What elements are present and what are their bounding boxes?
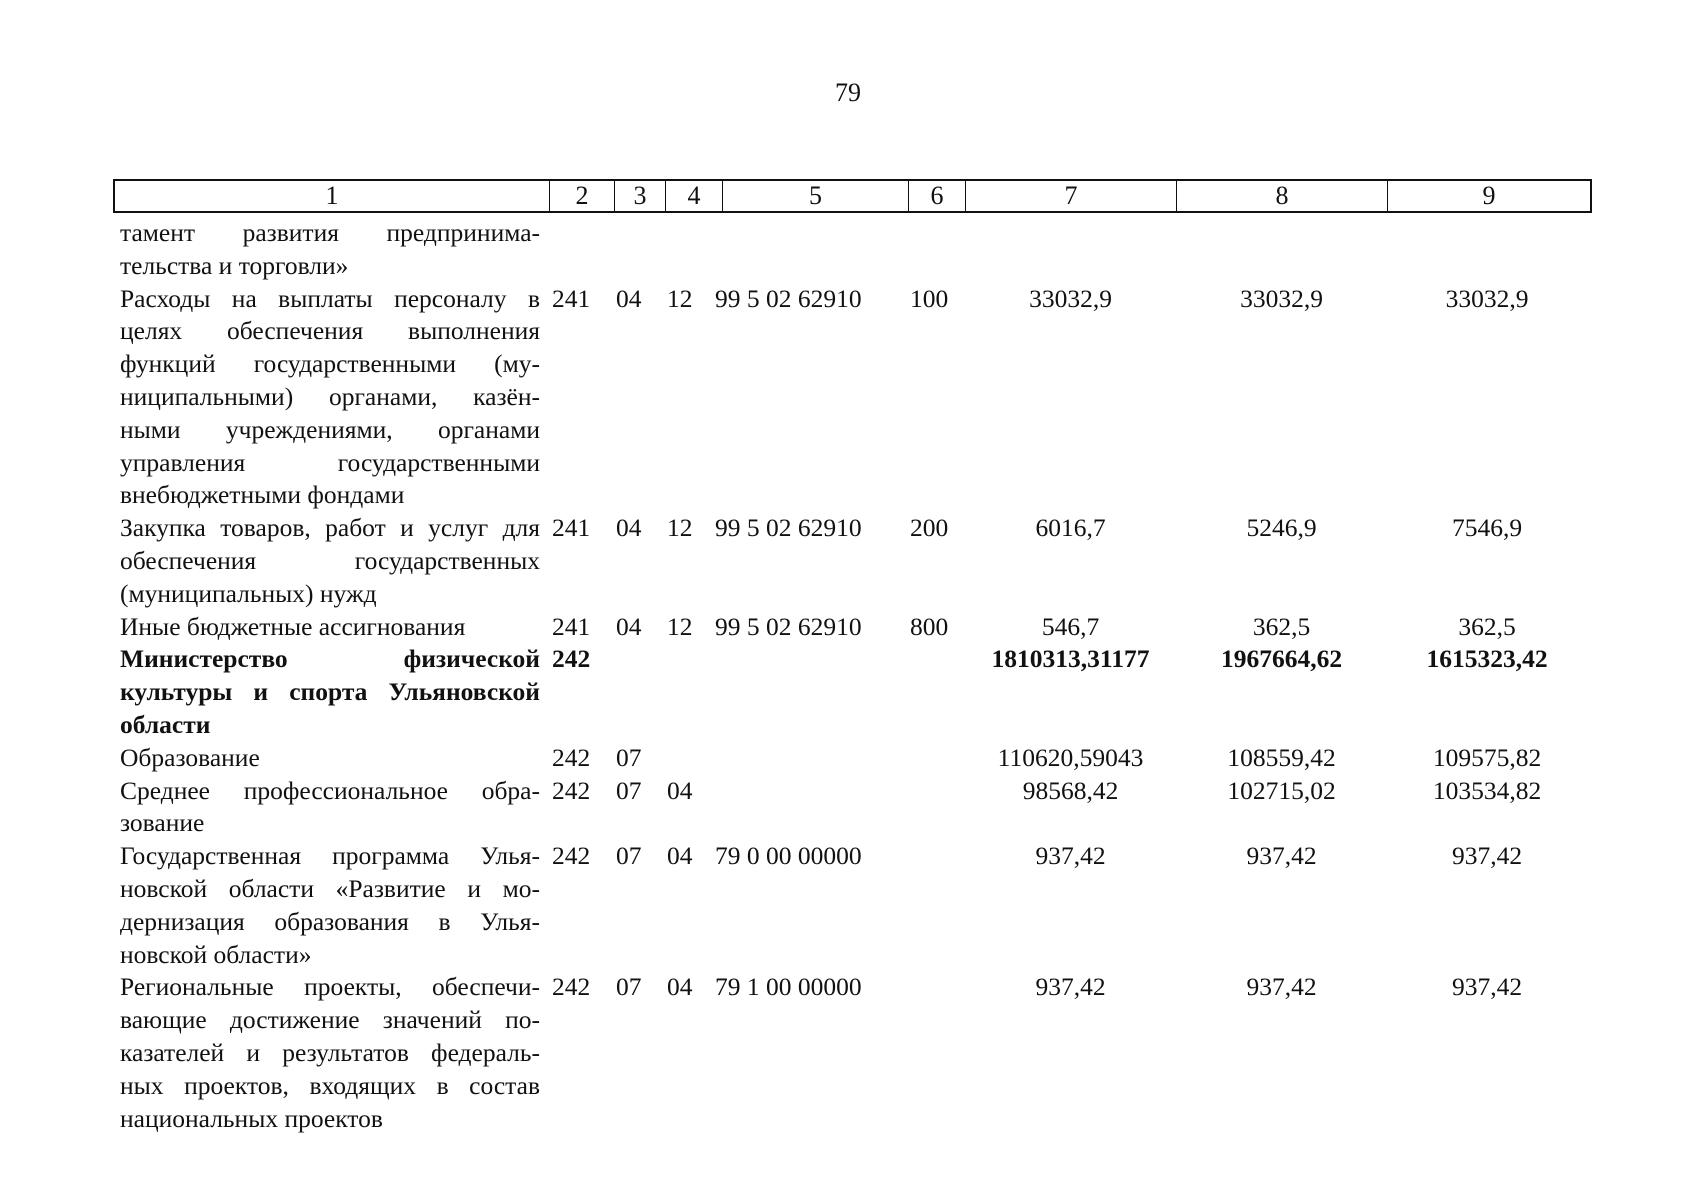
cell-value-9: 1615323,42 bbox=[1426, 644, 1548, 674]
cell-target: 79 1 00 00000 bbox=[715, 972, 862, 1002]
cell-section: 07 bbox=[616, 972, 642, 1002]
cell-subsection: 04 bbox=[667, 841, 693, 871]
table-row bbox=[120, 840, 1592, 971]
cell-value-7: 546,7 bbox=[1041, 611, 1100, 641]
cell-section: 04 bbox=[616, 513, 642, 543]
cell-value-9: 937,42 bbox=[1451, 972, 1523, 1002]
cell-value-9: 103534,82 bbox=[1432, 775, 1542, 805]
cell-value-9: 937,42 bbox=[1451, 841, 1523, 871]
cell-section: 07 bbox=[616, 742, 642, 772]
cell-section: 04 bbox=[616, 611, 642, 641]
cell-value-7: 1810313,31177 bbox=[991, 644, 1150, 674]
cell-value-7: 110620,59043 bbox=[997, 742, 1144, 772]
cell-target: 99 5 02 62910 bbox=[715, 611, 862, 641]
table-row bbox=[120, 611, 1592, 644]
cell-value-8: 937,42 bbox=[1246, 841, 1317, 871]
table-row bbox=[120, 512, 1592, 610]
cell-subsection: 12 bbox=[667, 611, 693, 641]
cell-type: 200 bbox=[910, 513, 949, 543]
table-row bbox=[120, 217, 1592, 283]
cell-section: 04 bbox=[616, 283, 642, 313]
cell-code: 242 bbox=[552, 972, 591, 1002]
header-cell-5: 5 bbox=[723, 181, 909, 211]
cell-value-9: 362,5 bbox=[1458, 611, 1516, 641]
row-name: Образование bbox=[120, 742, 260, 772]
table-header bbox=[113, 179, 1592, 213]
cell-value-7: 6016,7 bbox=[1035, 513, 1106, 543]
header-cell-3: 3 bbox=[615, 181, 666, 211]
cell-value-9: 7546,9 bbox=[1451, 513, 1523, 543]
row-name: Иные бюджетные ассигнования bbox=[120, 611, 466, 641]
cell-subsection: 12 bbox=[667, 513, 693, 543]
table-row bbox=[120, 742, 1592, 775]
cell-target: 79 0 00 00000 bbox=[715, 841, 862, 871]
cell-value-8: 5246,9 bbox=[1246, 513, 1317, 543]
row-name: Расходы на выплаты персоналу в целях обеспечения выполнения функций государственными (му- ниципальными) органами, казён- ными учреждениями, органами управления государственными внебюджетными фондами bbox=[120, 283, 540, 510]
cell-value-9: 33032,9 bbox=[1445, 283, 1529, 313]
header-cell-6: 6 bbox=[909, 181, 966, 211]
cell-subsection: 04 bbox=[667, 972, 693, 1002]
table-row bbox=[120, 643, 1592, 741]
header-cell-1: 1 bbox=[115, 181, 550, 211]
row-name: Региональные проекты, обеспечи- вающие достижение значений по- казателей и результатов федераль- ных проектов, входящих в состав национальных проектов bbox=[120, 972, 540, 1133]
cell-target: 99 5 02 62910 bbox=[715, 513, 862, 543]
table-row bbox=[120, 971, 1592, 1135]
cell-subsection: 12 bbox=[667, 283, 693, 313]
row-name: Закупка товаров, работ и услуг для обеспечения государственных (муниципальных) нужд bbox=[120, 513, 540, 608]
table-body bbox=[120, 217, 1592, 1135]
header-cell-9: 9 bbox=[1482, 181, 1496, 210]
cell-subsection: 04 bbox=[667, 775, 693, 805]
cell-type: 100 bbox=[910, 283, 949, 313]
cell-type: 800 bbox=[910, 611, 949, 641]
table-row bbox=[120, 283, 1592, 513]
cell-code: 241 bbox=[552, 513, 591, 543]
header-cell-8: 8 bbox=[1177, 181, 1388, 211]
cell-value-9: 109575,82 bbox=[1432, 742, 1542, 772]
header-cell-4: 4 bbox=[666, 181, 723, 211]
row-name: Государственная программа Улья- новской области «Развитие и мо- дернизация образования в Улья- новской области» bbox=[120, 841, 540, 969]
row-name: Среднее профессиональное обра- зование bbox=[120, 775, 540, 838]
cell-code: 242 bbox=[552, 841, 591, 871]
cell-code: 242 bbox=[552, 775, 591, 805]
cell-value-8: 362,5 bbox=[1252, 611, 1311, 641]
header-cell-7: 7 bbox=[966, 181, 1177, 211]
cell-target: 99 5 02 62910 bbox=[715, 283, 862, 313]
cell-code: 241 bbox=[552, 611, 591, 641]
cell-section: 07 bbox=[616, 841, 642, 871]
cell-value-7: 937,42 bbox=[1035, 972, 1106, 1002]
cell-value-8: 102715,02 bbox=[1227, 775, 1336, 805]
cell-code: 242 bbox=[552, 742, 591, 772]
header-cell-2: 2 bbox=[550, 181, 615, 211]
row-name: Министерство физической культуры и спорта Ульяновской области bbox=[120, 644, 540, 739]
cell-value-8: 33032,9 bbox=[1240, 283, 1323, 313]
cell-value-7: 33032,9 bbox=[1029, 283, 1112, 313]
cell-value-8: 937,42 bbox=[1246, 972, 1317, 1002]
page-number: 79 bbox=[835, 78, 861, 107]
cell-value-7: 98568,42 bbox=[1022, 775, 1119, 805]
row-name: тамент развития предпринима- тельства и торговли» bbox=[120, 218, 540, 280]
cell-value-7: 937,42 bbox=[1035, 841, 1106, 871]
cell-value-8: 1967664,62 bbox=[1220, 644, 1343, 674]
table-row bbox=[120, 775, 1592, 841]
cell-code: 241 bbox=[552, 283, 591, 313]
cell-value-8: 108559,42 bbox=[1227, 742, 1336, 772]
cell-section: 07 bbox=[616, 775, 642, 805]
cell-code: 242 bbox=[552, 644, 591, 674]
